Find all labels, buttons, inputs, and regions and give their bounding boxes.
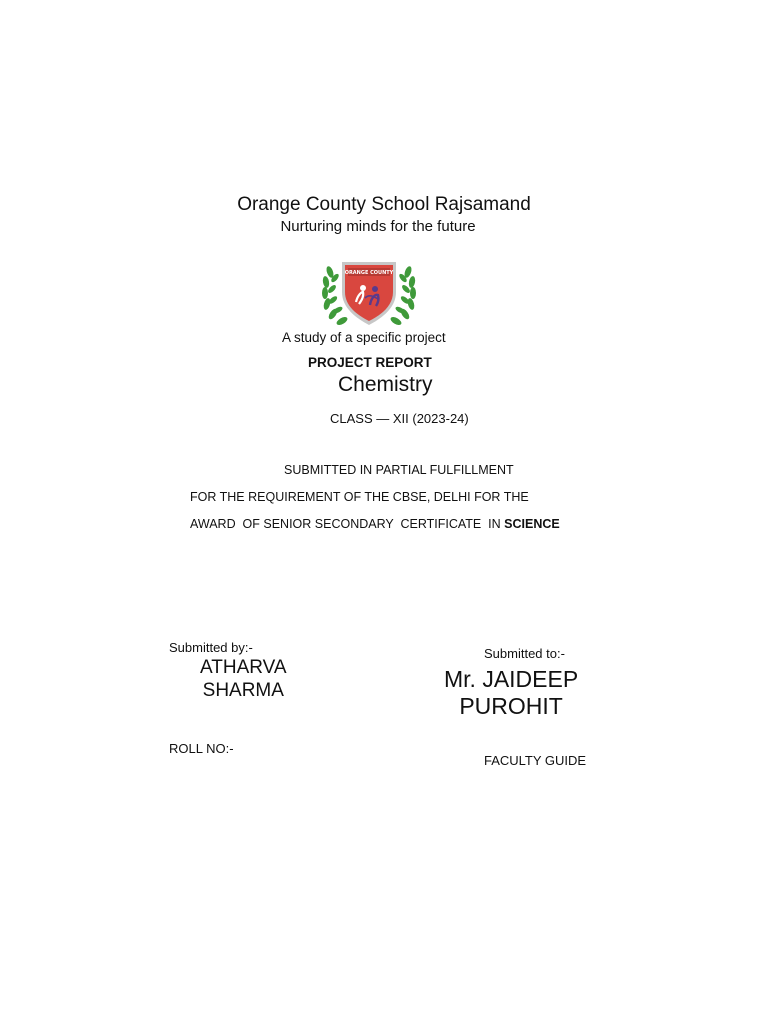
- declaration-line-2: FOR THE REQUIREMENT OF THE CBSE, DELHI FOR THE: [190, 490, 529, 504]
- teacher-name: [444, 666, 578, 720]
- class-line: CLASS — XII (2023-24): [330, 411, 469, 426]
- declaration-subject: SCIENCE: [504, 517, 560, 531]
- student-name-line-1: ATHARVA: [200, 657, 287, 678]
- declaration-line-3: [190, 517, 560, 531]
- study-line: A study of a specific project: [282, 330, 446, 345]
- school-logo: [318, 258, 420, 328]
- submitted-to-label: Submitted to:-: [484, 646, 565, 661]
- declaration-line-1: SUBMITTED IN PARTIAL FULFILLMENT: [284, 463, 514, 477]
- faculty-guide-label: FACULTY GUIDE: [484, 753, 587, 768]
- declaration-line-3-text: AWARD OF SENIOR SECONDARY CERTIFICATE IN: [190, 517, 505, 531]
- student-name: [200, 656, 287, 702]
- school-tagline: Nurturing minds for the future: [280, 218, 476, 235]
- submitted-by-label: Submitted by:-: [169, 640, 253, 655]
- student-name-line-2: SHARMA: [202, 680, 284, 701]
- subject-title: Chemistry: [338, 373, 433, 396]
- teacher-name-line-1: Mr. JAIDEEP: [444, 666, 579, 692]
- school-logo-emblem-icon: [318, 258, 420, 328]
- teacher-name-line-2: PUROHIT: [459, 693, 563, 719]
- logo-lettering: ORANGE COUNTY: [344, 270, 394, 276]
- project-report-label: PROJECT REPORT: [308, 355, 432, 370]
- roll-number-label: ROLL NO:-: [169, 741, 234, 756]
- school-name: Orange County School Rajsamand: [237, 194, 531, 215]
